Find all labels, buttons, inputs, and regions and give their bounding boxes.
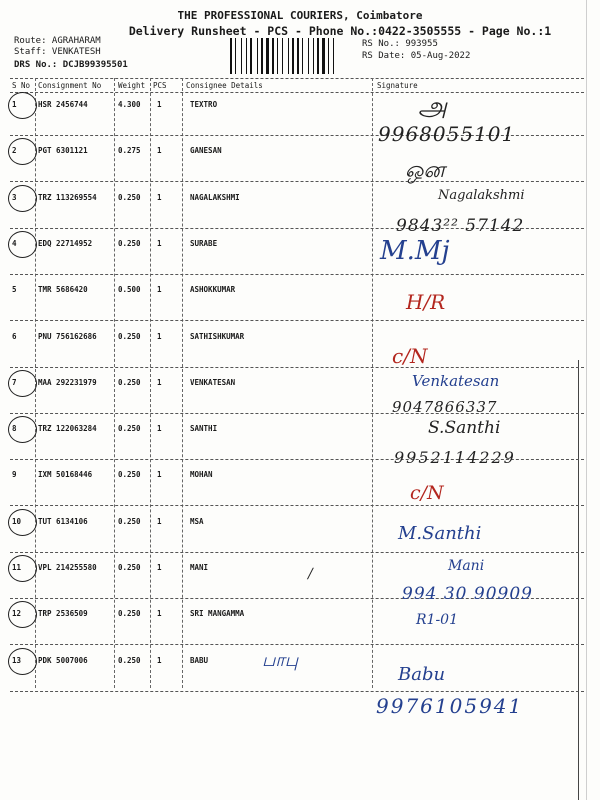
serial-circle-mark [8,185,37,212]
handwritten-name-3: Nagalakshmi [438,188,525,203]
row-consignment-no: TRZ 113269554 [38,193,97,202]
row-pcs: 1 [157,332,162,341]
row-pcs: 1 [157,193,162,202]
row-pcs: 1 [157,100,162,109]
row-consignee: GANESAN [190,146,222,155]
row-sno: 7 [12,378,17,387]
row-weight: 0.250 [118,609,141,618]
col-header-signature: Signature [377,81,418,90]
remark-5: H/R [406,290,446,314]
col-header-consignment: Consignment No [38,81,102,90]
serial-circle-mark [8,416,37,443]
row-weight: 0.500 [118,285,141,294]
barcode-bar [297,38,299,74]
row-sno: 5 [12,285,17,294]
serial-circle-mark [8,370,37,397]
handwritten-name-7: Venkatesan [412,372,500,390]
row-weight: 4.300 [118,100,141,109]
handwritten-phone-3: 9843²² 57142 [396,216,525,236]
row-consignment-no: EDQ 22714952 [38,239,93,248]
handwritten-name-13: Babu [398,664,446,685]
header-bottom-rule [10,92,584,93]
row-consignee: SRI MANGAMMA [190,609,245,618]
row-consignment-no: PNU 756162686 [38,332,97,341]
route-label: Route: AGRAHARAM [14,36,101,46]
runsheet-title: Delivery Runsheet - PCS - Phone No.:0422-3505555 - Page No.:1 [128,24,552,38]
row-weight: 0.250 [118,424,141,433]
row-pcs: 1 [157,470,162,479]
row-sno: 1 [12,100,17,109]
column-divider [182,78,183,688]
row-weight: 0.250 [118,193,141,202]
row-weight: 0.275 [118,146,141,155]
serial-circle-mark [8,509,37,536]
row-weight: 0.250 [118,239,141,248]
col-header-weight: Weight [118,81,146,90]
serial-circle-mark [8,92,37,119]
row-separator [10,505,584,506]
row-pcs: 1 [157,146,162,155]
row-weight: 0.250 [118,378,141,387]
row-pcs: 1 [157,424,162,433]
row-pcs: 1 [157,563,162,572]
handwritten-phone-8: 9952114229 [394,448,516,467]
row-consignee: MSA [190,517,204,526]
signature-scribble-2: ஒன [405,158,445,183]
barcode-bar [317,38,319,74]
handwritten-phone-1: 9968055101 [378,122,516,146]
remark-6: c/N [392,344,428,368]
row-consignee: NAGALAKSHMI [190,193,240,202]
row-weight: 0.250 [118,563,141,572]
column-divider [150,78,151,688]
row-sno: 13 [12,656,22,665]
signature-10: M.Santhi [398,523,482,544]
row-consignee: VENKATESAN [190,378,236,387]
barcode-bar [277,38,278,74]
barcode-bar [230,38,232,74]
row-weight: 0.250 [118,517,141,526]
row-sno: 9 [12,470,17,479]
drs-number: DRS No.: DCJB99395501 [14,60,128,70]
rs-date: RS Date: 05-Aug-2022 [362,51,471,61]
handwritten-phone-13: 9976105941 [376,694,524,718]
barcode-bar [292,38,294,74]
barcode-bar [246,38,247,74]
barcode-bar [308,38,309,74]
row-sno: 3 [12,193,17,202]
row-sno: 4 [12,239,17,248]
handwritten-name-8: S.Santhi [428,418,501,438]
signature-scribble-1: அ [418,92,447,122]
row-separator [10,320,584,321]
row-consignee: SANTHI [190,424,218,433]
staff-label: Staff: VENKATESH [14,47,101,57]
barcode-bar [282,38,283,74]
remark-12: R1-01 [416,612,458,628]
barcode-bar [261,38,263,74]
serial-circle-mark [8,648,37,675]
row-consignee: MOHAN [190,470,213,479]
tamil-signature-13: பாபு [262,650,299,671]
row-consignment-no: PGT 6301121 [38,146,88,155]
barcode-bar [302,38,303,74]
row-separator [10,274,584,275]
row-pcs: 1 [157,517,162,526]
column-divider [114,78,115,688]
row-pcs: 1 [157,656,162,665]
serial-circle-mark [8,601,37,628]
row-consignee: MANI [190,563,209,572]
barcode-bar [257,38,258,74]
row-sno: 12 [12,609,22,618]
barcode-bar [272,38,274,74]
row-separator [10,367,584,368]
row-consignee: SATHISHKUMAR [190,332,245,341]
row-separator [10,181,584,182]
row-pcs: 1 [157,239,162,248]
row-consignment-no: IXM 50168446 [38,470,93,479]
row-consignment-no: TRP 2536509 [38,609,88,618]
row-sno: 2 [12,146,17,155]
barcode-bar [235,38,236,74]
barcode-bar [313,38,314,74]
row-separator [10,691,584,692]
row-sno: 11 [12,563,22,572]
handwritten-phone-11: 994 30 90909 [402,584,533,604]
column-divider [372,78,373,688]
col-header-sno: S No [12,81,31,90]
row-consignment-no: HSR 2456744 [38,100,88,109]
barcode-bar [241,38,242,74]
remark-9: c/N [410,482,444,504]
signature-4: M.Mj [380,236,450,266]
barcode-bar [250,38,252,74]
handwritten-phone-7: 9047866337 [392,398,498,416]
row-pcs: 1 [157,378,162,387]
handwritten-name-11: Mani [448,558,485,574]
signature-stroke-11: ∕ [308,566,313,582]
barcode-bar [266,38,269,74]
serial-circle-mark [8,555,37,582]
row-consignee: BABU [190,656,209,665]
header-top-rule [10,78,584,79]
row-pcs: 1 [157,609,162,618]
row-weight: 0.250 [118,470,141,479]
barcode-bar [322,38,325,74]
row-separator [10,552,584,553]
barcode-bar [328,38,329,74]
row-weight: 0.250 [118,656,141,665]
rs-number: RS No.: 993955 [362,39,438,49]
row-sno: 6 [12,332,17,341]
fold-line [578,360,579,800]
row-consignment-no: PDK 5007006 [38,656,88,665]
row-consignee: TEXTRO [190,100,218,109]
col-header-pcs: PCS [153,81,167,90]
serial-circle-mark [8,138,37,165]
col-header-consignee: Consignee Details [186,81,263,90]
row-sno: 8 [12,424,17,433]
barcode-bar [333,38,334,74]
row-consignee: SURABE [190,239,218,248]
serial-circle-mark [8,231,37,258]
row-pcs: 1 [157,285,162,294]
row-sno: 10 [12,517,22,526]
row-consignment-no: TMR 5686420 [38,285,88,294]
row-separator [10,644,584,645]
row-consignment-no: TUT 6134106 [38,517,88,526]
row-separator [10,413,584,414]
barcode-bar [288,38,289,74]
row-weight: 0.250 [118,332,141,341]
company-title: THE PROFESSIONAL COURIERS, Coimbatore [177,9,423,22]
page-edge [586,0,587,800]
row-consignee: ASHOKKUMAR [190,285,236,294]
barcode [230,38,352,74]
row-consignment-no: TRZ 122063284 [38,424,97,433]
row-consignment-no: VPL 214255580 [38,563,97,572]
row-consignment-no: MAA 292231979 [38,378,97,387]
